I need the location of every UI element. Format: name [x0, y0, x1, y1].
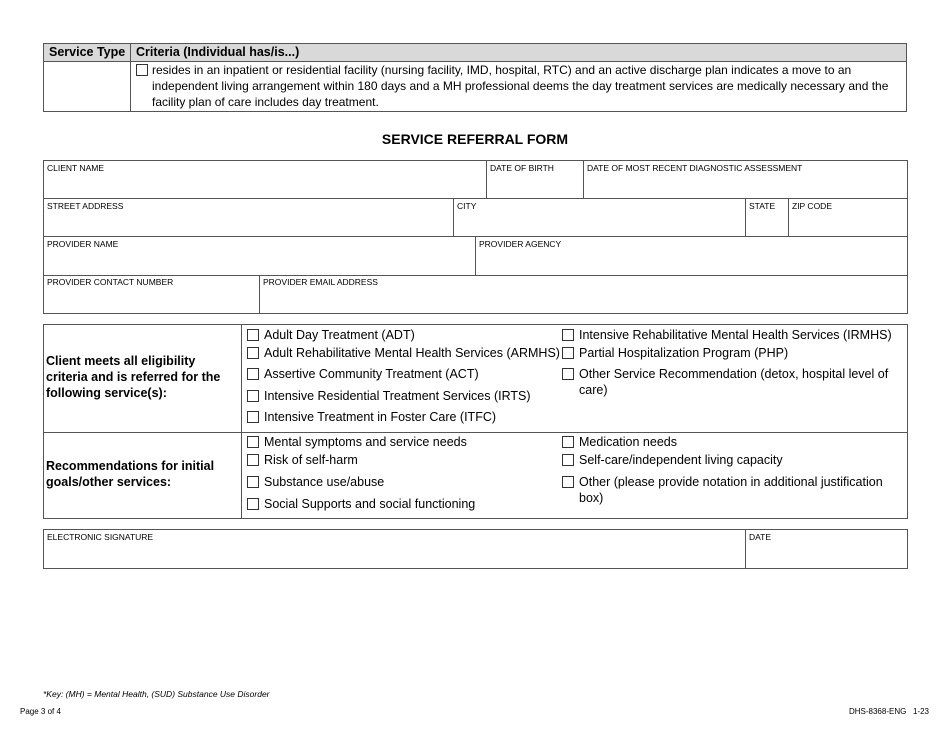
checkbox[interactable]: [247, 411, 259, 423]
criteria-text: resides in an inpatient or residential facility (nursing facility, IMD, hospital, RTC) and an active discharge plan indicates a move to an independent living arrangement within 180 days and a MH professional deems the day treatment services are medically necessary and the facility plan of care includes day treatment.: [152, 63, 889, 109]
recommendation-option[interactable]: Medication needs: [562, 434, 892, 450]
page-number: Page 3 of 4: [20, 707, 61, 716]
checkbox[interactable]: [562, 476, 574, 488]
key-note: *Key: (MH) = Mental Health, (SUD) Substance Use Disorder: [43, 689, 270, 699]
recommendation-option[interactable]: Risk of self-harm: [247, 452, 567, 468]
provider-agency-field[interactable]: PROVIDER AGENCY: [479, 239, 562, 249]
street-address-field[interactable]: STREET ADDRESS: [47, 201, 124, 211]
provider-email-field[interactable]: PROVIDER EMAIL ADDRESS: [263, 277, 378, 287]
checkbox[interactable]: [247, 476, 259, 488]
criteria-column-divider: [130, 44, 131, 111]
checkbox[interactable]: [562, 436, 574, 448]
service-option[interactable]: Other Service Recommendation (detox, hospital level of care): [562, 366, 892, 398]
state-field[interactable]: STATE: [749, 201, 776, 211]
checkbox[interactable]: [247, 329, 259, 341]
signature-fields: [43, 529, 908, 569]
recommendation-option[interactable]: Social Supports and social functioning: [247, 496, 567, 512]
checkbox[interactable]: [247, 498, 259, 510]
checkbox[interactable]: [562, 454, 574, 466]
city-field[interactable]: CITY: [457, 201, 477, 211]
eligibility-question: Client meets all eligibility criteria and is referred for the following service(s):: [46, 354, 221, 400]
criteria-checkbox[interactable]: [136, 64, 148, 76]
zip-code-field[interactable]: ZIP CODE: [792, 201, 832, 211]
checkbox[interactable]: [247, 368, 259, 380]
checkbox[interactable]: [247, 436, 259, 448]
service-option[interactable]: Intensive Rehabilitative Mental Health Services (IRMHS): [562, 327, 892, 343]
criteria-table: [43, 43, 907, 112]
checkbox[interactable]: [247, 390, 259, 402]
service-type-header: Service Type: [49, 45, 126, 59]
service-option[interactable]: Intensive Residential Treatment Services (IRTS): [247, 388, 567, 404]
assessment-date-field[interactable]: DATE OF MOST RECENT DIAGNOSTIC ASSESSMENT: [587, 163, 803, 173]
checkbox[interactable]: [247, 347, 259, 359]
criteria-header: Criteria (Individual has/is...): [136, 45, 300, 59]
recommendation-option[interactable]: Mental symptoms and service needs: [247, 434, 567, 450]
recommendations-question: Recommendations for initial goals/other services:: [46, 459, 215, 489]
recommendation-option[interactable]: Other (please provide notation in additional justification box): [562, 474, 892, 506]
service-option[interactable]: Intensive Treatment in Foster Care (ITFC): [247, 409, 567, 425]
service-option[interactable]: Adult Day Treatment (ADT): [247, 327, 567, 343]
date-of-birth-field[interactable]: DATE OF BIRTH: [490, 163, 554, 173]
form-title: SERVICE REFERRAL FORM: [381, 131, 569, 147]
client-provider-fields: [43, 160, 908, 314]
date-field[interactable]: DATE: [749, 532, 772, 542]
form-code: DHS-8368-ENG 1-23: [848, 707, 929, 716]
service-option[interactable]: Partial Hospitalization Program (PHP): [562, 345, 892, 361]
recommendation-option[interactable]: Self-care/independent living capacity: [562, 452, 892, 468]
service-option[interactable]: Adult Rehabilitative Mental Health Services (ARMHS): [247, 345, 567, 361]
recommendation-option[interactable]: Substance use/abuse: [247, 474, 567, 490]
checkbox[interactable]: [562, 347, 574, 359]
checkbox[interactable]: [247, 454, 259, 466]
checkbox[interactable]: [562, 329, 574, 341]
service-option[interactable]: Assertive Community Treatment (ACT): [247, 366, 567, 382]
services-section: [43, 324, 908, 519]
provider-name-field[interactable]: PROVIDER NAME: [47, 239, 119, 249]
checkbox[interactable]: [562, 368, 574, 380]
client-name-field[interactable]: CLIENT NAME: [47, 163, 104, 173]
provider-contact-number-field[interactable]: PROVIDER CONTACT NUMBER: [47, 277, 174, 287]
electronic-signature-field[interactable]: ELECTRONIC SIGNATURE: [47, 532, 154, 542]
